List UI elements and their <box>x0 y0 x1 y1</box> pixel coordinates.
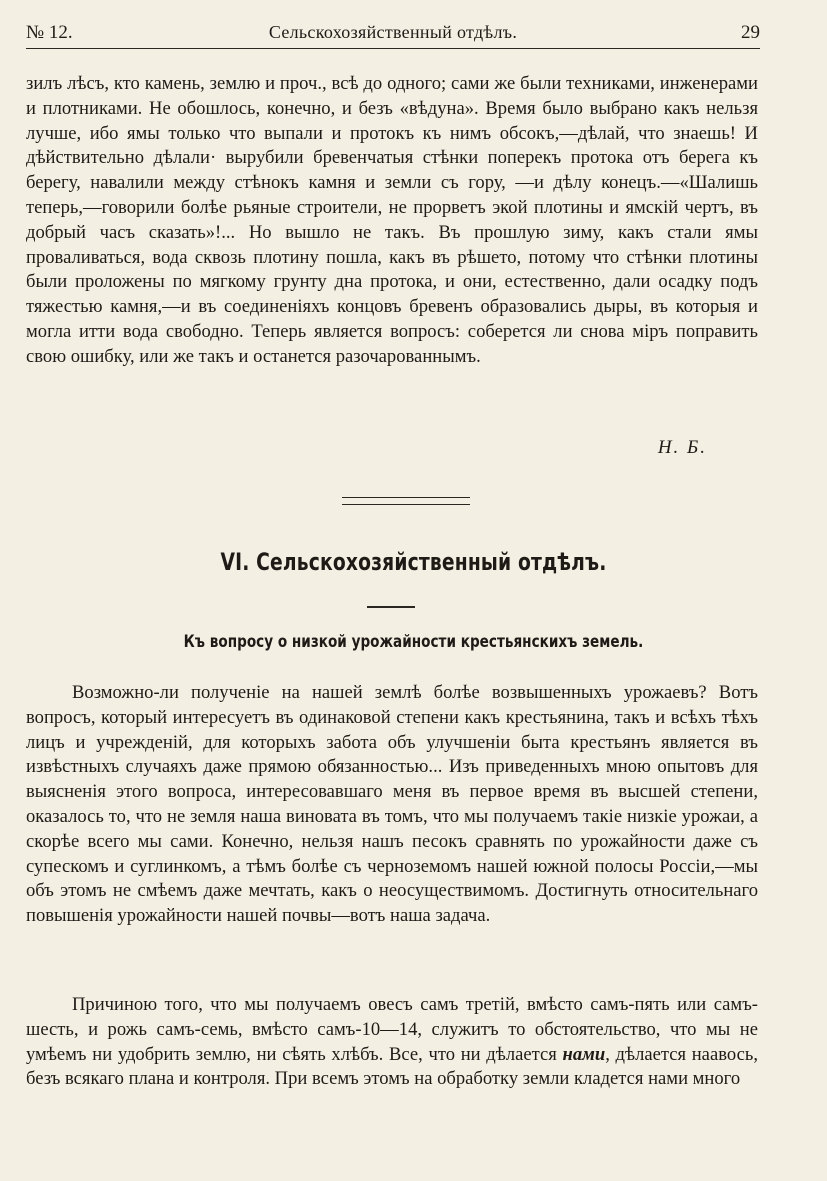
running-title: Сельскохозяйственный отдѣлъ. <box>268 22 518 42</box>
paragraph-2-text-b: , дѣлается наавось, безъ всякаго плана и контроля. При всемъ этомъ на обработку земли кладется нами много <box>26 1043 758 1090</box>
emphasized-word: нами <box>562 1043 606 1065</box>
paragraph-2-text-a: Причиною того, что мы получаемъ овесъ самъ третій, вмѣсто самъ-пять или самъ-шесть, и рожь самъ-семь, вмѣсто самъ-10—14, служитъ то обстоятельство, что мы не умѣемъ ни удобрить землю, ни сѣять хлѣбъ. Все, что ни дѣлается <box>26 994 758 1065</box>
article-paragraph-2 <box>26 993 758 1092</box>
continuation-paragraph: зилъ лѣсъ, кто камень, землю и проч., всѣ до одного; сами же были техниками, инженерами и плотниками. Не обошлось, конечно, и безъ «вѣдуна». Время было выбрано какъ нельзя лучше, ибо ямы только что выпали и протокъ къ нимъ обсокъ,—дѣлай, что знаешь! И дѣйствительно дѣлали· вырубили бревенчатыя стѣнки поперекъ протока отъ берега къ берегу, навалили между стѣнокъ камня и земли съ гору, —и дѣлу конецъ.—«Шалишь теперь,—говорили болѣе рьяные строители, не прорветъ экой плотины и ямскій чертъ, въ добрый часъ сказать»!... Но вышло не такъ. Въ прошлую зиму, какъ стали ямы проваливаться, вода сквозь плотину пошла, какъ въ рѣшето, потому что стѣнки плотины были проложены по мягкому грунту дна протока, и они, естественно, дали осадку подъ тяжестью камня,—и въ соединеніяхъ концовъ бревенъ образовались дыры, въ которыя и могла итти вода свободно. Теперь является вопросъ: соберется ли снова міръ поправить свою ошибку, или же такъ и останется разочарованнымъ. <box>26 73 758 367</box>
author-signature: Н. Б. <box>657 437 707 458</box>
section-title: VI. Сельскохозяйственный отдѣлъ. <box>220 548 607 576</box>
title-rule <box>367 606 415 608</box>
page-header <box>26 18 760 50</box>
issue-number: № 12. <box>26 22 73 43</box>
page-number: 29 <box>741 22 760 43</box>
article-paragraph-1: Возможно-ли полученіе на нашей землѣ болѣе возвышенныхъ урожаевъ? Вотъ вопросъ, который интересуетъ въ одинаковой степени какъ крестьянина, такъ и всѣхъ тѣхъ лицъ и учрежденій, для которыхъ забота объ улучшеніи быта крестьянъ является въ извѣстныхъ случаяхъ даже прямою обязанностью... Изъ приведенныхъ мною опытовъ для выясненія этого вопроса, интересовавшаго меня въ первое время въ высшей степени, оказалось то, что не земля наша виновата въ томъ, что мы получаемъ такіе низкіе урожаи, а скорѣе всего мы сами. Конечно, нельзя нашъ песокъ сравнять по урожайности даже съ супескомъ и суглинкомъ, а тѣмъ болѣе съ черноземомъ нашей южной полосы Россіи,—мы объ этомъ не смѣемъ даже мечтать, какъ о неосуществимомъ. Достигнуть относительнаго повышенія урожайности нашей почвы—вотъ наша задача. <box>26 682 758 927</box>
header-rule <box>26 48 760 49</box>
article-title: Къ вопросу о низкой урожайности крестьянскихъ земель. <box>183 632 644 652</box>
section-divider <box>342 497 470 505</box>
